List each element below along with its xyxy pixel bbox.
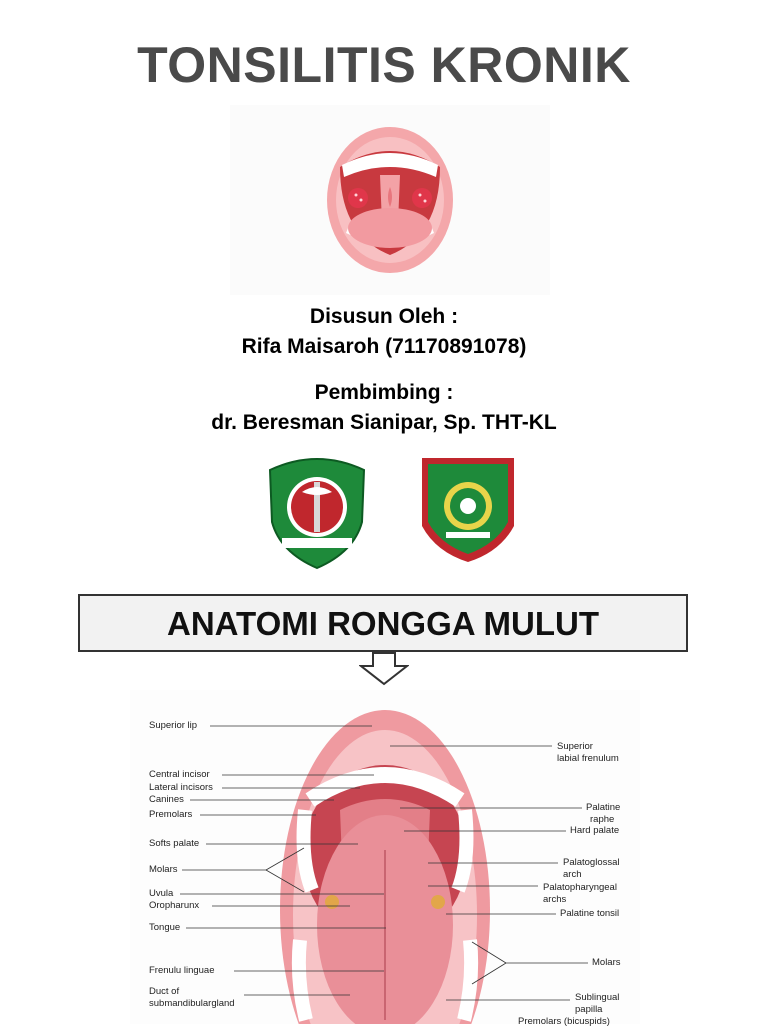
- label-palatoglossal: Palatoglossal: [563, 857, 620, 868]
- oral-cavity-diagram: [0, 690, 768, 1024]
- label-softs-palate: Softs palate: [149, 838, 200, 849]
- label-papilla: papilla: [575, 1004, 603, 1015]
- uisu-logo: [420, 456, 516, 564]
- label-uvula: Uvula: [149, 888, 174, 899]
- label-superior-lip: Superior lip: [149, 720, 198, 731]
- advisor-heading: Pembimbing :: [314, 381, 454, 404]
- label-palatopharyngeal: Palatopharyngeal: [543, 882, 617, 893]
- label-lateral-incisors: Lateral incisors: [149, 782, 213, 793]
- advisor-name: dr. Beresman Sianipar, Sp. THT-KL: [211, 411, 557, 434]
- author-name: Rifa Maisaroh (71170891078): [241, 335, 527, 358]
- label-premolars: Premolars: [149, 809, 193, 820]
- label-palatine: Palatine: [586, 802, 621, 813]
- label-sublingual: Sublingual: [575, 992, 620, 1003]
- label-submandibulargland: submandibulargland: [149, 998, 235, 1009]
- label-oropharunx: Oropharunx: [149, 900, 200, 911]
- label-hard-palate: Hard palate: [570, 825, 620, 836]
- label-tongue: Tongue: [149, 922, 181, 933]
- label-premolars-bicuspids: Premolars (bicuspids): [518, 1016, 610, 1027]
- section-title-box: [78, 594, 688, 652]
- label-superior: Superior: [557, 741, 593, 752]
- rsud-pirngadi-logo: [262, 452, 372, 570]
- page-title: TONSILITIS KRONIK: [137, 37, 631, 93]
- label-labial-frenulum: labial frenulum: [557, 753, 619, 764]
- down-arrow-icon: [359, 652, 409, 686]
- label-canines: Canines: [149, 794, 184, 805]
- label-molars-left: Molars: [149, 864, 178, 875]
- label-raphe: raphe: [590, 814, 615, 825]
- label-archs: archs: [543, 894, 567, 905]
- label-duct-of: Duct of: [149, 986, 180, 997]
- label-molars-right: Molars: [592, 957, 621, 968]
- label-central-incisor: Central incisor: [149, 769, 210, 780]
- section-title: ANATOMI RONGGA MULUT: [166, 605, 599, 642]
- label-arch: arch: [563, 869, 582, 880]
- label-palatine-tonsil: Palatine tonsil: [560, 908, 620, 919]
- open-mouth-illustration: [230, 105, 550, 295]
- author-heading: Disusun Oleh :: [309, 305, 459, 328]
- label-frenulu-linguae: Frenulu linguae: [149, 965, 215, 976]
